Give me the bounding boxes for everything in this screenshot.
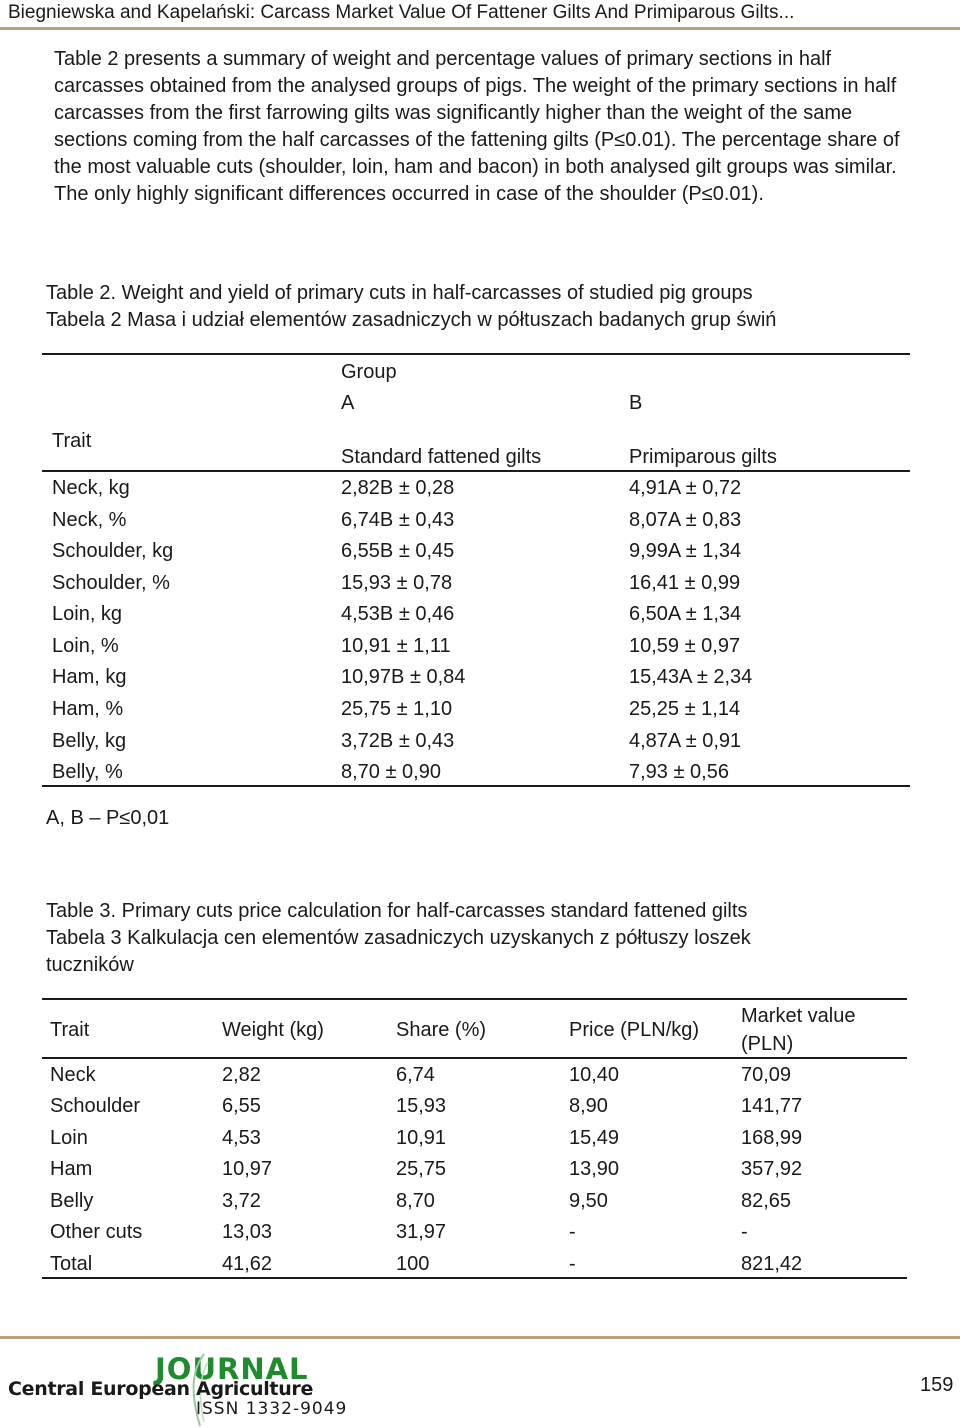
table3-cell: 8,70 (396, 1190, 435, 1212)
table2-cell-b: 4,87A ± 0,91 (629, 730, 742, 752)
table2-cell-b: 7,93 ± 0,56 (629, 761, 729, 783)
table3-cell: Schoulder (50, 1095, 141, 1117)
table3-header-price: Price (PLN/kg) (569, 1019, 700, 1041)
paragraph-text: Table 2 presents a summary of weight and percentage values of primary sections in half carcasses obtained from the analysed groups of pigs. The weight of the primary sections in half carcasses from the first farrowing gilts was significantly higher than the weight of the same sections coming from the half carcasses of the fattening gilts (P≤0.01). The percentage share of the most valuable cuts (shoulder, loin, ham and bacon) in both analysed gilt groups was similar. The only highly significant differences occurred in case of the shoulder (P≤0.01). (54, 48, 900, 205)
table2-cell-a: 25,75 ± 1,10 (341, 698, 453, 720)
table3-cell: 6,74 (396, 1064, 435, 1086)
table3-cell: 3,72 (222, 1190, 261, 1212)
table3-cell: 2,82 (222, 1064, 261, 1086)
table3-cell: 13,90 (569, 1158, 620, 1180)
footer-divider (0, 1336, 960, 1339)
table3-cell: 25,75 (396, 1158, 447, 1180)
table3-cell: 100 (396, 1253, 430, 1275)
table2-header-trait: Trait (52, 430, 92, 452)
table2-cell-trait: Loin, kg (52, 603, 123, 625)
table3-cell: 168,99 (741, 1127, 803, 1149)
table3-cell: 10,40 (569, 1064, 620, 1086)
table2-cell-a: 4,53B ± 0,46 (341, 603, 455, 625)
table3-cell: 10,97 (222, 1158, 273, 1180)
table3-cell: 31,97 (396, 1221, 447, 1243)
table2-cell-a: 2,82B ± 0,28 (341, 477, 455, 499)
journal-logo-word: JOURNAL (155, 1352, 309, 1386)
table3-header-trait: Trait (50, 1019, 90, 1041)
table3-cell: 4,53 (222, 1127, 261, 1149)
table3-cell: Belly (50, 1190, 94, 1212)
table3-cell: 9,50 (569, 1190, 608, 1212)
table2-cell-trait: Neck, kg (52, 477, 130, 499)
table2-header-group: Group (341, 361, 397, 383)
table2-cell-trait: Ham, kg (52, 666, 127, 688)
table2-cell-b: 10,59 ± 0,97 (629, 635, 741, 657)
table3-cell: Loin (50, 1127, 88, 1149)
table3-cell: 41,62 (222, 1253, 273, 1275)
table2-cell-trait: Ham, % (52, 698, 124, 720)
table3-header-rule (42, 1057, 907, 1059)
table2-header-sub-a: Standard fattened gilts (341, 446, 542, 468)
table3-cell: 821,42 (741, 1253, 803, 1275)
table2-header-group-b: B (629, 392, 643, 414)
table2-header-sub-b: Primiparous gilts (629, 446, 777, 468)
table3-cell: 13,03 (222, 1221, 273, 1243)
table3-caption-pl-cont: tuczników (46, 954, 134, 976)
table2-cell-b: 16,41 ± 0,99 (629, 572, 741, 594)
table3-cell: 6,55 (222, 1095, 261, 1117)
table3-header-market-value: Market value (741, 1005, 856, 1027)
table3-cell: 70,09 (741, 1064, 792, 1086)
table3-cell: 141,77 (741, 1095, 803, 1117)
table2-cell-b: 15,43A ± 2,34 (629, 666, 753, 688)
table3-cell: 82,65 (741, 1190, 792, 1212)
table3-header-share: Share (%) (396, 1019, 487, 1041)
table2-cell-trait: Schoulder, kg (52, 540, 174, 562)
table2-cell-trait: Belly, % (52, 761, 123, 783)
journal-name: Central European Agriculture (8, 1378, 314, 1400)
table3-cell: 15,93 (396, 1095, 447, 1117)
table3-cell: - (569, 1221, 576, 1243)
journal-issn: ISSN 1332-9049 (196, 1399, 348, 1419)
table3-header-weight: Weight (kg) (222, 1019, 324, 1041)
table2-cell-trait: Belly, kg (52, 730, 127, 752)
table2-cell-b: 8,07A ± 0,83 (629, 509, 742, 531)
table3-bottom-rule (42, 1277, 907, 1279)
table2-header-group-a: A (341, 392, 355, 414)
table3-cell: Other cuts (50, 1221, 143, 1243)
table3-cell: 8,90 (569, 1095, 608, 1117)
table2-cell-trait: Neck, % (52, 509, 127, 531)
table2-caption-pl: Tabela 2 Masa i udział elementów zasadniczych w półtuszach badanych grup świń (46, 309, 777, 331)
table2-footnote: A, B – P≤0,01 (46, 807, 170, 829)
table2-cell-b: 4,91A ± 0,72 (629, 477, 742, 499)
table3-header-market-value-unit: (PLN) (741, 1033, 794, 1055)
table2-cell-trait: Schoulder, % (52, 572, 170, 594)
table3-top-rule (42, 998, 907, 1000)
table3-cell: Neck (50, 1064, 96, 1086)
table2-cell-b: 9,99A ± 1,34 (629, 540, 742, 562)
table3-cell: - (741, 1221, 748, 1243)
table3-cell: 10,91 (396, 1127, 447, 1149)
table2-caption-en: Table 2. Weight and yield of primary cuts in half-carcasses of studied pig groups (46, 282, 753, 304)
table3-caption-en: Table 3. Primary cuts price calculation for half-carcasses standard fattened gilts (46, 900, 748, 922)
table2-cell-a: 10,97B ± 0,84 (341, 666, 466, 688)
table3-cell: 15,49 (569, 1127, 620, 1149)
table3-cell: Ham (50, 1158, 93, 1180)
table2-cell-trait: Loin, % (52, 635, 119, 657)
table2-cell-b: 6,50A ± 1,34 (629, 603, 742, 625)
page-number: 159 (920, 1374, 954, 1396)
running-head: Biegniewska and Kapelański: Carcass Market Value Of Fattener Gilts And Primiparous Gilts... (8, 2, 795, 23)
table3-caption-pl: Tabela 3 Kalkulacja cen elementów zasadniczych uzyskanych z półtuszy loszek (46, 927, 751, 949)
table2-cell-a: 10,91 ± 1,11 (341, 635, 451, 657)
table3-cell: Total (50, 1253, 93, 1275)
table3-cell: 357,92 (741, 1158, 803, 1180)
table2-cell-a: 6,74B ± 0,43 (341, 509, 455, 531)
table2-cell-b: 25,25 ± 1,14 (629, 698, 741, 720)
table3-cell: - (569, 1253, 576, 1275)
table2-cell-a: 15,93 ± 0,78 (341, 572, 453, 594)
table2-cell-a: 6,55B ± 0,45 (341, 540, 455, 562)
table2-cell-a: 3,72B ± 0,43 (341, 730, 455, 752)
table2-cell-a: 8,70 ± 0,90 (341, 761, 441, 783)
